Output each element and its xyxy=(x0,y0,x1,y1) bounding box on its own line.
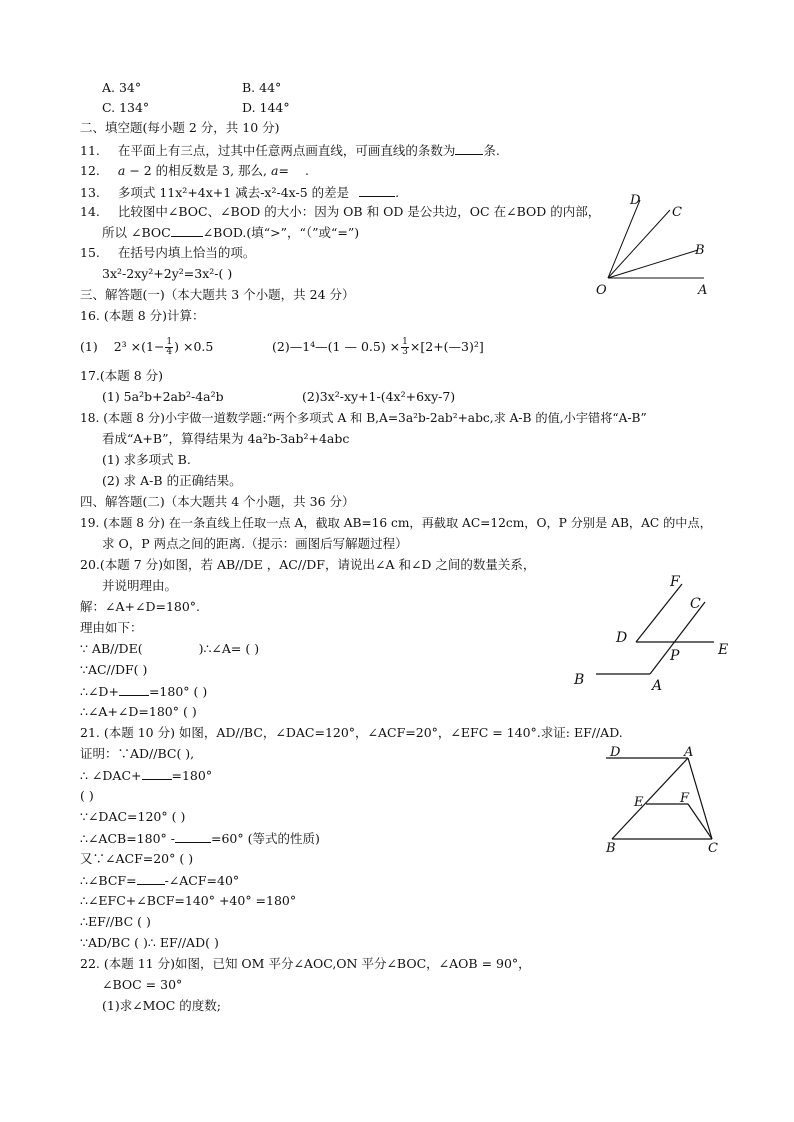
q21-s3b: =60° (等式的性质) xyxy=(210,831,320,846)
q11-tail: 条. xyxy=(483,143,500,158)
q20-line2: 并说明理由。 xyxy=(102,578,178,593)
q12-end: . xyxy=(304,163,309,178)
q16-head: 16. (本题 8 分)计算： xyxy=(80,308,205,323)
q18-sub1: (1) 求多项式 B. xyxy=(102,452,191,467)
q12-eq: = xyxy=(278,163,289,178)
label-e: E xyxy=(718,642,729,658)
q22-line2: ∠BOC = 30° xyxy=(102,977,183,992)
ray-oc xyxy=(608,210,670,278)
q14-blank xyxy=(171,224,203,237)
ray-ob xyxy=(608,250,698,278)
q20-step4: ∴∠A+∠D=180° ( ) xyxy=(80,704,197,719)
angle-rays-figure xyxy=(588,188,718,300)
q18-line1: 18. (本题 8 分)小宇做一道数学题:“两个多项式 A 和 B,A=3a²b-2ab²+abc,求 A-B 的值,小宇错将“A-B” xyxy=(80,411,647,425)
label-o: O xyxy=(596,283,607,298)
q22-sub1: (1)求∠MOC 的度数; xyxy=(102,998,221,1013)
section-2-title: 二、填空题(每小题 2 分，共 10 分) xyxy=(80,120,280,135)
q16-p1-num: 1 xyxy=(166,337,173,347)
q16-p2-den: 3 xyxy=(402,347,408,357)
q16-p1-a: 2³ ×(1− xyxy=(113,339,165,354)
label-p: P xyxy=(670,648,680,664)
line-df xyxy=(636,584,682,642)
q16-p1-frac xyxy=(165,338,173,357)
q13-num: 13. xyxy=(80,185,100,200)
q20-s3-blank xyxy=(119,683,149,696)
label-d: D xyxy=(630,193,641,208)
q20-solution: 解：∠A+∠D=180°. xyxy=(80,599,201,614)
q22-line1: 22. (本题 11 分)如图，已知 OM 平分∠AOC,ON 平分∠BOC，∠AOB = 90°， xyxy=(80,956,531,971)
q20-line1: 20.(本题 7 分)如图，若 AB//DE ，AC//DF，请说出∠A 和∠D 之间的数量关系， xyxy=(80,557,536,572)
q17-head: 17.(本题 8 分) xyxy=(80,368,164,383)
line-ab3 xyxy=(612,758,688,839)
q16-p2-a: (2)—1⁴—(1 — 0.5) × xyxy=(272,339,401,354)
q21-step1 xyxy=(80,767,212,784)
q18-sub2: (2) 求 A-B 的正确结果。 xyxy=(102,473,242,488)
q16-part2 xyxy=(272,338,484,357)
q14-text2b: ∠BOD.(填“>”，“（”或“=”) xyxy=(202,225,360,240)
label-c2: C xyxy=(690,596,701,612)
q15-text: 在括号内填上恰当的项。 xyxy=(117,245,256,260)
q11-text: 在平面上有三点，过其中任意两点画直线，可画直线的条数为 xyxy=(117,143,456,158)
q21-step4: 又∵∠ACF=20° ( ) xyxy=(80,851,194,866)
q14-text: 比较图中∠BOC、∠BOD 的大小：因为 OB 和 OD 是公共边，OC 在∠BOD 的内部， xyxy=(117,204,601,219)
q20-step2: ∵AC//DF( ) xyxy=(80,662,148,677)
label-f: F xyxy=(670,574,680,590)
q16-p1-b: ) ×0.5 xyxy=(174,339,214,354)
q20-step1 xyxy=(80,641,259,657)
q21-step3 xyxy=(80,830,320,847)
label-b: B xyxy=(695,243,705,258)
q12-text: − 2 的相反数是 3, 那么, xyxy=(129,163,268,178)
q16-p1-den: 4 xyxy=(166,347,173,357)
q13 xyxy=(80,184,399,201)
q19-line2: 求 O，P 两点之间的距离.（提示：画图后写解题过程） xyxy=(102,536,408,551)
q16-p2-b: ×[2+(—3)²] xyxy=(409,339,484,354)
choice-a: A. 34° xyxy=(102,80,142,95)
q21-s5a: ∴∠BCF= xyxy=(80,873,137,888)
q20-s1a: ∵ AB//DE( xyxy=(80,641,143,656)
q16-p2-num: 1 xyxy=(402,337,408,347)
q21-s3-blank xyxy=(175,830,211,843)
label-c: C xyxy=(672,205,682,220)
q12 xyxy=(80,163,309,179)
q12-var-a: a xyxy=(117,163,126,178)
q15-expr: 3x²-2xy²+2y²=3x²-( ) xyxy=(102,266,233,281)
q21-step1-reason: ( ) xyxy=(80,788,94,803)
q17-part2: (2)3x²-xy+1-(4x²+6xy-7) xyxy=(302,389,456,404)
q19-line1: 19. (本题 8 分) 在一条直线上任取一点 A，截取 AB=16 cm，再截取 AC=12cm，O，P 分别是 AB，AC 的中点， xyxy=(80,516,712,530)
trapezoid-figure xyxy=(602,744,726,856)
label-b2: B xyxy=(574,672,585,688)
q14-text2a: 所以 ∠BOC xyxy=(102,225,171,240)
q20-reason: 理由如下： xyxy=(80,620,143,635)
q21-step8: ∵AD/BC ( )∴ EF//AD( ) xyxy=(80,935,219,950)
q14-line2 xyxy=(102,224,359,241)
label-b3: B xyxy=(606,841,616,856)
q12-var-a2: a xyxy=(271,163,279,178)
q15 xyxy=(80,245,255,261)
q20-s3b: =180° ( ) xyxy=(148,684,208,699)
q11-num: 11. xyxy=(80,143,100,158)
q11-blank xyxy=(455,142,483,155)
q16-p1-label: (1) xyxy=(80,339,98,354)
q21-step2: ∵∠DAC=120° ( ) xyxy=(80,809,186,824)
label-d2: D xyxy=(616,630,628,646)
q20-s1b: )∴∠A= ( ) xyxy=(198,641,260,656)
q20-step3 xyxy=(80,683,207,700)
line-fc xyxy=(688,804,712,839)
q21-step5 xyxy=(80,872,239,889)
choice-d: D. 144° xyxy=(242,100,290,115)
q21-s3a: ∴∠ACB=180° - xyxy=(80,831,175,846)
choice-b: B. 44° xyxy=(242,80,282,95)
parallel-lines-figure xyxy=(568,570,738,694)
label-f3: F xyxy=(680,791,690,806)
q20-s3a: ∴∠D+ xyxy=(80,684,119,699)
q21-proof: 证明：∵AD//BC( ), xyxy=(80,746,195,761)
ray-od xyxy=(608,200,640,278)
q21-step6: ∴∠EFC+∠BCF=140° +40° =180° xyxy=(80,893,297,908)
q12-num: 12. xyxy=(80,163,100,178)
q17-part1: (1) 5a²b+2ab²-4a²b xyxy=(102,389,224,404)
label-a3: A xyxy=(684,745,694,760)
q13-end: . xyxy=(395,185,400,200)
q14-line1 xyxy=(80,204,600,220)
q15-num: 15. xyxy=(80,245,100,260)
q21-line1: 21. (本题 10 分) 如图，AD//BC，∠DAC=120°，∠ACF=20°，∠EFC = 140°.求证: EF//AD. xyxy=(80,725,623,740)
q18-line2: 看成“A+B”，算得结果为 4a²b-3ab²+4abc xyxy=(102,431,350,446)
q13-blank xyxy=(359,184,395,197)
q21-s1-blank xyxy=(142,767,172,780)
label-a2: A xyxy=(652,678,663,694)
q21-s5b: -∠ACF=40° xyxy=(164,873,240,888)
q21-s5-blank xyxy=(137,872,165,885)
q21-step7: ∴EF//BC ( ) xyxy=(80,914,151,929)
q16-part1 xyxy=(80,338,213,357)
label-e3: E xyxy=(634,795,644,810)
section-4-title: 四、解答题(二)（本大题共 4 个小题，共 36 分） xyxy=(80,494,355,509)
label-a: A xyxy=(698,283,708,298)
label-d3: D xyxy=(610,745,621,760)
q13-text: 多项式 11x²+4x+1 减去-x²-4x-5 的差是 xyxy=(117,185,350,200)
q21-s1b: =180° xyxy=(171,768,213,783)
q21-s1a: ∴ ∠DAC+ xyxy=(80,768,142,783)
q11 xyxy=(80,142,500,159)
choice-c: C. 134° xyxy=(102,100,150,115)
section-3-title: 三、解答题(一)（本大题共 3 个小题，共 24 分） xyxy=(80,287,355,302)
q16-p2-frac xyxy=(401,338,409,357)
label-c3: C xyxy=(708,841,718,856)
line-ac3 xyxy=(688,758,712,839)
q14-num: 14. xyxy=(80,204,100,219)
